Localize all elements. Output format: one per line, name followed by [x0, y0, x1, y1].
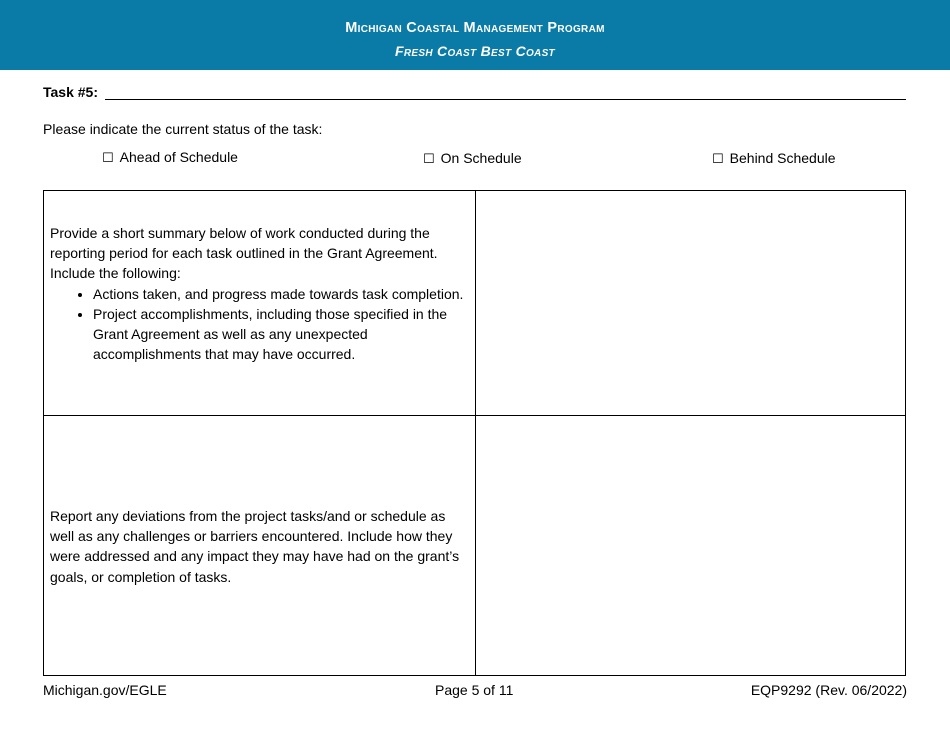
status-option-label: Behind Schedule — [729, 150, 836, 166]
task-row — [43, 84, 906, 100]
status-option-behind[interactable] — [712, 150, 836, 167]
summary-bullet: • Actions taken, and progress made towards task completion. — [93, 284, 470, 304]
summary-intro: Provide a short summary below of work conducted during the reporting period for each task outlined in the Grant Agreement. Include the following: — [50, 225, 438, 282]
checkbox-icon[interactable]: ☐ — [423, 152, 435, 167]
report-table — [43, 190, 906, 676]
footer-form-number: EQP9292 (Rev. 06/2022) — [750, 682, 907, 698]
status-prompt: Please indicate the current status of the task: — [43, 121, 323, 137]
status-option-label: On Schedule — [440, 150, 522, 166]
summary-bullet: • Project accomplishments, including those specified in the Grant Agreement as well as any unexpected accomplishments that may have occurred. — [93, 304, 470, 365]
program-title: Michigan Coastal Management Program — [345, 20, 605, 36]
task-input-line[interactable] — [105, 99, 906, 100]
program-tagline: Fresh Coast Best Coast — [395, 43, 555, 59]
summary-instructions — [50, 223, 470, 364]
footer-page-number: Page 5 of 11 — [435, 682, 514, 698]
status-option-label: Ahead of Schedule — [119, 149, 238, 165]
deviations-response-cell[interactable] — [476, 416, 905, 675]
summary-response-cell[interactable] — [476, 191, 905, 415]
checkbox-icon[interactable]: ☐ — [712, 152, 724, 167]
checkbox-icon[interactable]: ☐ — [102, 151, 114, 166]
summary-bullet-list — [50, 284, 470, 365]
deviations-instructions: Report any deviations from the project tasks/and or schedule as well as any challenges or barriers encountered. Include how they were addressed and any impact they may have had on the grant’s goals, or completion of tasks. — [50, 508, 460, 585]
status-option-on[interactable] — [423, 150, 522, 167]
status-option-ahead[interactable] — [102, 149, 238, 166]
footer-website: Michigan.gov/EGLE — [43, 682, 167, 698]
header-banner — [0, 0, 950, 70]
task-label: Task #5: — [43, 84, 98, 100]
